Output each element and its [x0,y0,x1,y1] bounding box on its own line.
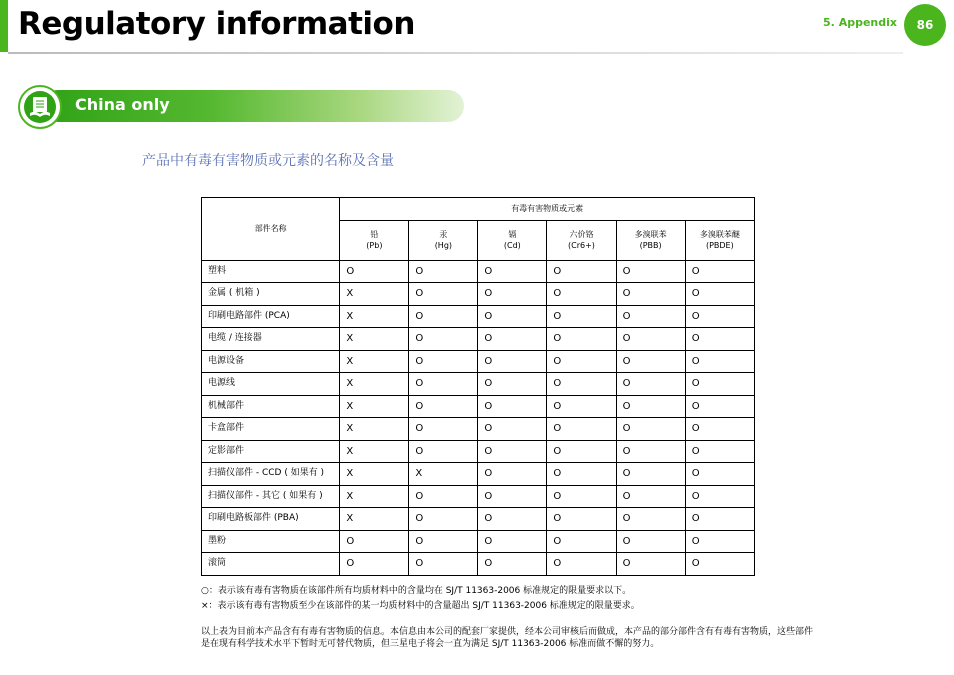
compliance-mark-cell: O [685,283,754,306]
footer-paragraph: 以上表为目前本产品含有有毒有害物质的信息。本信息由本公司的配套厂家提供，经本公司审核后而做成，本产品的部分部件含有有毒有害物质，这些部件是在现有科学技术水平下暂时无可替代物质，但三星电子将会一直为满足 SJ/T 11363-2006 标准而做不懈的努力。 [201,627,814,649]
page-number-badge: 86 [904,4,946,46]
part-name-header: 部件名称 [202,198,340,261]
note-cross: ×：表示该有毒有害物质至少在该部件的某一均质材料中的含量超出 SJ/T 11363-2006 标准规定的限量要求。 [201,601,640,611]
substance-code: (PBB) [639,241,662,250]
table-row [202,508,755,531]
compliance-mark-cell: O [616,283,685,306]
compliance-mark-cell: X [340,395,409,418]
compliance-mark-cell: O [685,530,754,553]
accent-bar [0,0,8,52]
compliance-mark-cell: O [547,553,616,576]
compliance-mark-cell: O [616,328,685,351]
compliance-mark-cell: O [340,530,409,553]
table-row [202,440,755,463]
compliance-mark-cell: O [547,485,616,508]
substance-header [685,220,754,260]
compliance-mark-cell: O [478,373,547,396]
compliance-mark-cell: X [340,508,409,531]
compliance-mark-cell: O [547,305,616,328]
compliance-mark-cell: O [478,440,547,463]
compliance-mark-cell: O [616,395,685,418]
compliance-mark-cell: O [547,260,616,283]
compliance-mark-cell: O [478,328,547,351]
compliance-mark-cell: O [409,418,478,441]
compliance-mark-cell: O [547,418,616,441]
compliance-mark-cell: X [340,463,409,486]
substances-group-header: 有毒有害物质或元素 [340,198,755,221]
compliance-mark-cell: O [478,530,547,553]
substance-code: (PBDE) [705,241,734,250]
compliance-mark-cell: O [409,305,478,328]
part-name-cell: 电缆 / 连接器 [202,328,340,351]
part-name-cell: 印刷电路部件 (PCA) [202,305,340,328]
book-icon [24,91,56,123]
compliance-mark-cell: O [547,440,616,463]
note-circle: ○：表示该有毒有害物质在该部件所有均质材料中的含量均在 SJ/T 11363-2006 标准规定的限量要求以下。 [201,586,632,596]
compliance-mark-cell: O [478,305,547,328]
table-row [202,328,755,351]
compliance-mark-cell: O [685,553,754,576]
substance-header [616,220,685,260]
compliance-mark-cell: O [616,508,685,531]
substance-name: 铅 [370,230,379,239]
compliance-mark-cell: O [685,373,754,396]
compliance-mark-cell: O [685,485,754,508]
compliance-mark-cell: O [409,328,478,351]
substance-header [340,220,409,260]
table-row [202,305,755,328]
table-row [202,395,755,418]
part-name-cell: 金属 ( 机箱 ) [202,283,340,306]
compliance-mark-cell: O [685,395,754,418]
compliance-mark-cell: O [409,395,478,418]
header-divider [8,52,903,54]
compliance-mark-cell: O [478,283,547,306]
part-name-cell: 墨粉 [202,530,340,553]
substance-code: (Pb) [366,241,383,250]
compliance-mark-cell: O [478,350,547,373]
compliance-mark-cell: O [409,553,478,576]
compliance-mark-cell: O [478,418,547,441]
table-row [202,530,755,553]
part-name-cell: 扫描仪部件 - CCD ( 如果有 ) [202,463,340,486]
substance-name: 多溴联苯醚 [699,230,740,239]
compliance-mark-cell: O [409,260,478,283]
compliance-mark-cell: X [340,283,409,306]
part-name-cell: 滚筒 [202,553,340,576]
compliance-mark-cell: O [478,395,547,418]
compliance-mark-cell: O [547,350,616,373]
compliance-mark-cell: O [616,440,685,463]
compliance-mark-cell: O [409,440,478,463]
compliance-mark-cell: O [478,463,547,486]
compliance-mark-cell: X [340,350,409,373]
substance-name: 多溴联苯 [634,230,667,239]
table-row [202,350,755,373]
substance-header [409,220,478,260]
compliance-mark-cell: O [409,283,478,306]
substance-name: 汞 [439,230,448,239]
compliance-mark-cell: X [340,418,409,441]
section-title: China only [75,95,170,114]
substance-name: 镉 [508,230,517,239]
compliance-mark-cell: O [616,305,685,328]
compliance-mark-cell: O [685,350,754,373]
compliance-mark-cell: O [616,373,685,396]
part-name-cell: 卡盒部件 [202,418,340,441]
breadcrumb[interactable]: 5. Appendix [823,16,897,29]
compliance-mark-cell: O [616,485,685,508]
part-name-cell: 印刷电路板部件 (PBA) [202,508,340,531]
compliance-mark-cell: O [685,440,754,463]
compliance-mark-cell: O [547,373,616,396]
compliance-mark-cell: O [409,485,478,508]
part-name-cell: 扫描仪部件 - 其它 ( 如果有 ) [202,485,340,508]
part-name-cell: 电源线 [202,373,340,396]
table-row [202,553,755,576]
compliance-mark-cell: O [685,305,754,328]
substance-header [547,220,616,260]
compliance-mark-cell: O [409,530,478,553]
compliance-mark-cell: O [547,395,616,418]
compliance-mark-cell: O [685,260,754,283]
compliance-mark-cell: O [616,418,685,441]
compliance-mark-cell: O [547,530,616,553]
compliance-mark-cell: O [685,418,754,441]
table-row [202,418,755,441]
page-title: Regulatory information [18,6,415,42]
table-row [202,283,755,306]
part-name-cell: 机械部件 [202,395,340,418]
compliance-mark-cell: O [685,508,754,531]
compliance-mark-cell: O [616,350,685,373]
substance-code: (Cr6+) [568,241,595,250]
compliance-mark-cell: X [409,463,478,486]
compliance-mark-cell: O [409,350,478,373]
compliance-mark-cell: O [616,530,685,553]
hazardous-substances-table [201,197,755,576]
compliance-mark-cell: O [478,553,547,576]
part-name-cell: 电源设备 [202,350,340,373]
compliance-mark-cell: O [547,283,616,306]
substance-code: (Cd) [503,241,521,250]
table-row [202,260,755,283]
compliance-mark-cell: X [340,485,409,508]
part-name-cell: 塑料 [202,260,340,283]
part-name-cell: 定影部件 [202,440,340,463]
document-heading: 产品中有毒有害物质或元素的名称及含量 [142,153,394,169]
section-icon-ring [18,85,62,129]
substance-header [478,220,547,260]
compliance-mark-cell: O [409,508,478,531]
compliance-mark-cell: O [478,508,547,531]
compliance-mark-cell: O [340,260,409,283]
compliance-mark-cell: O [478,260,547,283]
substance-code: (Hg) [434,241,453,250]
compliance-mark-cell: O [478,485,547,508]
compliance-mark-cell: O [616,260,685,283]
compliance-mark-cell: O [547,463,616,486]
compliance-mark-cell: X [340,373,409,396]
compliance-mark-cell: O [616,553,685,576]
compliance-mark-cell: O [409,373,478,396]
compliance-mark-cell: O [616,463,685,486]
compliance-mark-cell: X [340,328,409,351]
table-row [202,463,755,486]
compliance-mark-cell: X [340,305,409,328]
compliance-mark-cell: O [547,508,616,531]
table-row [202,485,755,508]
compliance-mark-cell: X [340,440,409,463]
compliance-mark-cell: O [340,553,409,576]
table-row [202,373,755,396]
compliance-mark-cell: O [685,463,754,486]
compliance-mark-cell: O [685,328,754,351]
substance-name: 六价铬 [569,230,594,239]
compliance-mark-cell: O [547,328,616,351]
